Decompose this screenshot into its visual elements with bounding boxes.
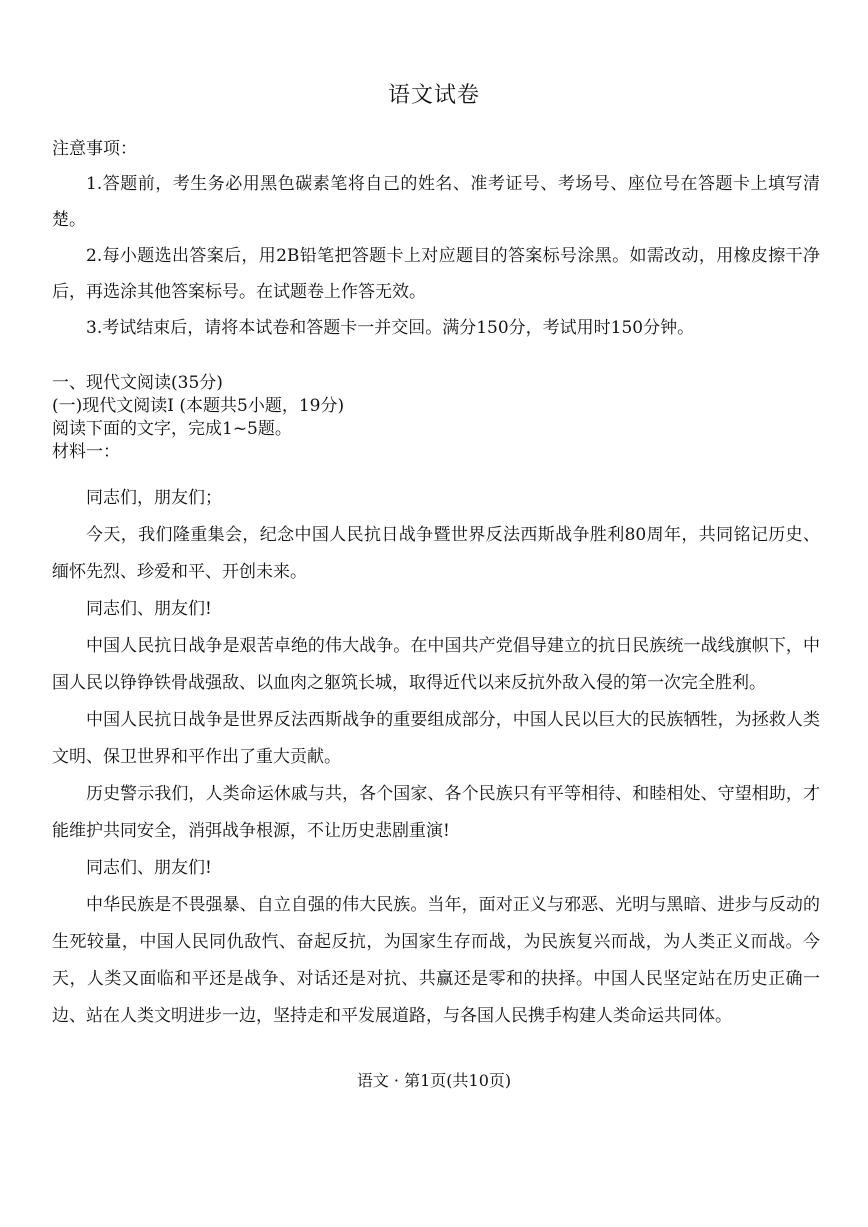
passage-paragraph: 历史警示我们，人类命运休戚与共，各个国家、各个民族只有平等相待、和睦相处、守望相助，才能维护共同安全，消弭战争根源，不让历史悲剧重演! — [52, 784, 820, 841]
passage-paragraph: 同志们，朋友们； — [86, 488, 222, 508]
section-title: 一、现代文阅读(35分) — [52, 373, 223, 393]
passage-paragraph: 今天，我们隆重集会，纪念中国人民抗日战争暨世界反法西斯战争胜利80周年，共同铭记历史、缅怀先烈、珍爱和平、开创未来。 — [52, 525, 820, 582]
reading-passage — [52, 480, 820, 1035]
section-header — [52, 372, 820, 464]
passage-paragraph: 同志们、朋友们! — [86, 858, 212, 878]
subsection-title: (一)现代文阅读Ⅰ (本题共5小题，19分) — [52, 396, 345, 416]
passage-paragraph: 同志们、朋友们! — [86, 599, 212, 619]
instruction-text: 阅读下面的文字，完成1~5题。 — [52, 419, 292, 439]
notice-item: 3.考试结束后，请将本试卷和答题卡一并交回。满分150分，考试用时150分钟。 — [86, 318, 695, 338]
page-title: 语文试卷 — [387, 83, 480, 108]
notice-heading: 注意事项： — [52, 139, 137, 159]
notice-list — [52, 166, 820, 346]
passage-paragraph: 中国人民抗日战争是世界反法西斯战争的重要组成部分，中国人民以巨大的民族牺牲，为拯救人类文明、保卫世界和平作出了重大贡献。 — [52, 710, 820, 767]
passage-paragraph: 中国人民抗日战争是艰苦卓绝的伟大战争。在中国共产党倡导建立的抗日民族统一战线旗帜下，中国人民以铮铮铁骨战强敌、以血肉之躯筑长城，取得近代以来反抗外敌入侵的第一次完全胜利。 — [52, 636, 820, 693]
material-label: 材料一： — [52, 442, 120, 462]
notice-item: 2.每小题选出答案后，用2B铅笔把答题卡上对应题目的答案标号涂黑。如需改动，用橡皮擦干净后，再选涂其他答案标号。在试题卷上作答无效。 — [52, 246, 820, 302]
notice-item: 1.答题前，考生务必用黑色碳素笔将自己的姓名、准考证号、考场号、座位号在答题卡上填写清楚。 — [52, 174, 820, 230]
passage-paragraph: 中华民族是不畏强暴、自立自强的伟大民族。当年，面对正义与邪恶、光明与黑暗、进步与反动的生死较量，中国人民同仇敌忾、奋起反抗，为国家生存而战，为民族复兴而战，为人类正义而战。今天，人类又面临和平还是战争、对话还是对抗、共赢还是零和的抉择。中国人民坚定站在历史正确一边、站在人类文明进步一边，坚持走和平发展道路，与各国人民携手构建人类命运共同体。 — [52, 895, 820, 1026]
page-footer: 语文 · 第1页(共10页) — [356, 1071, 512, 1090]
